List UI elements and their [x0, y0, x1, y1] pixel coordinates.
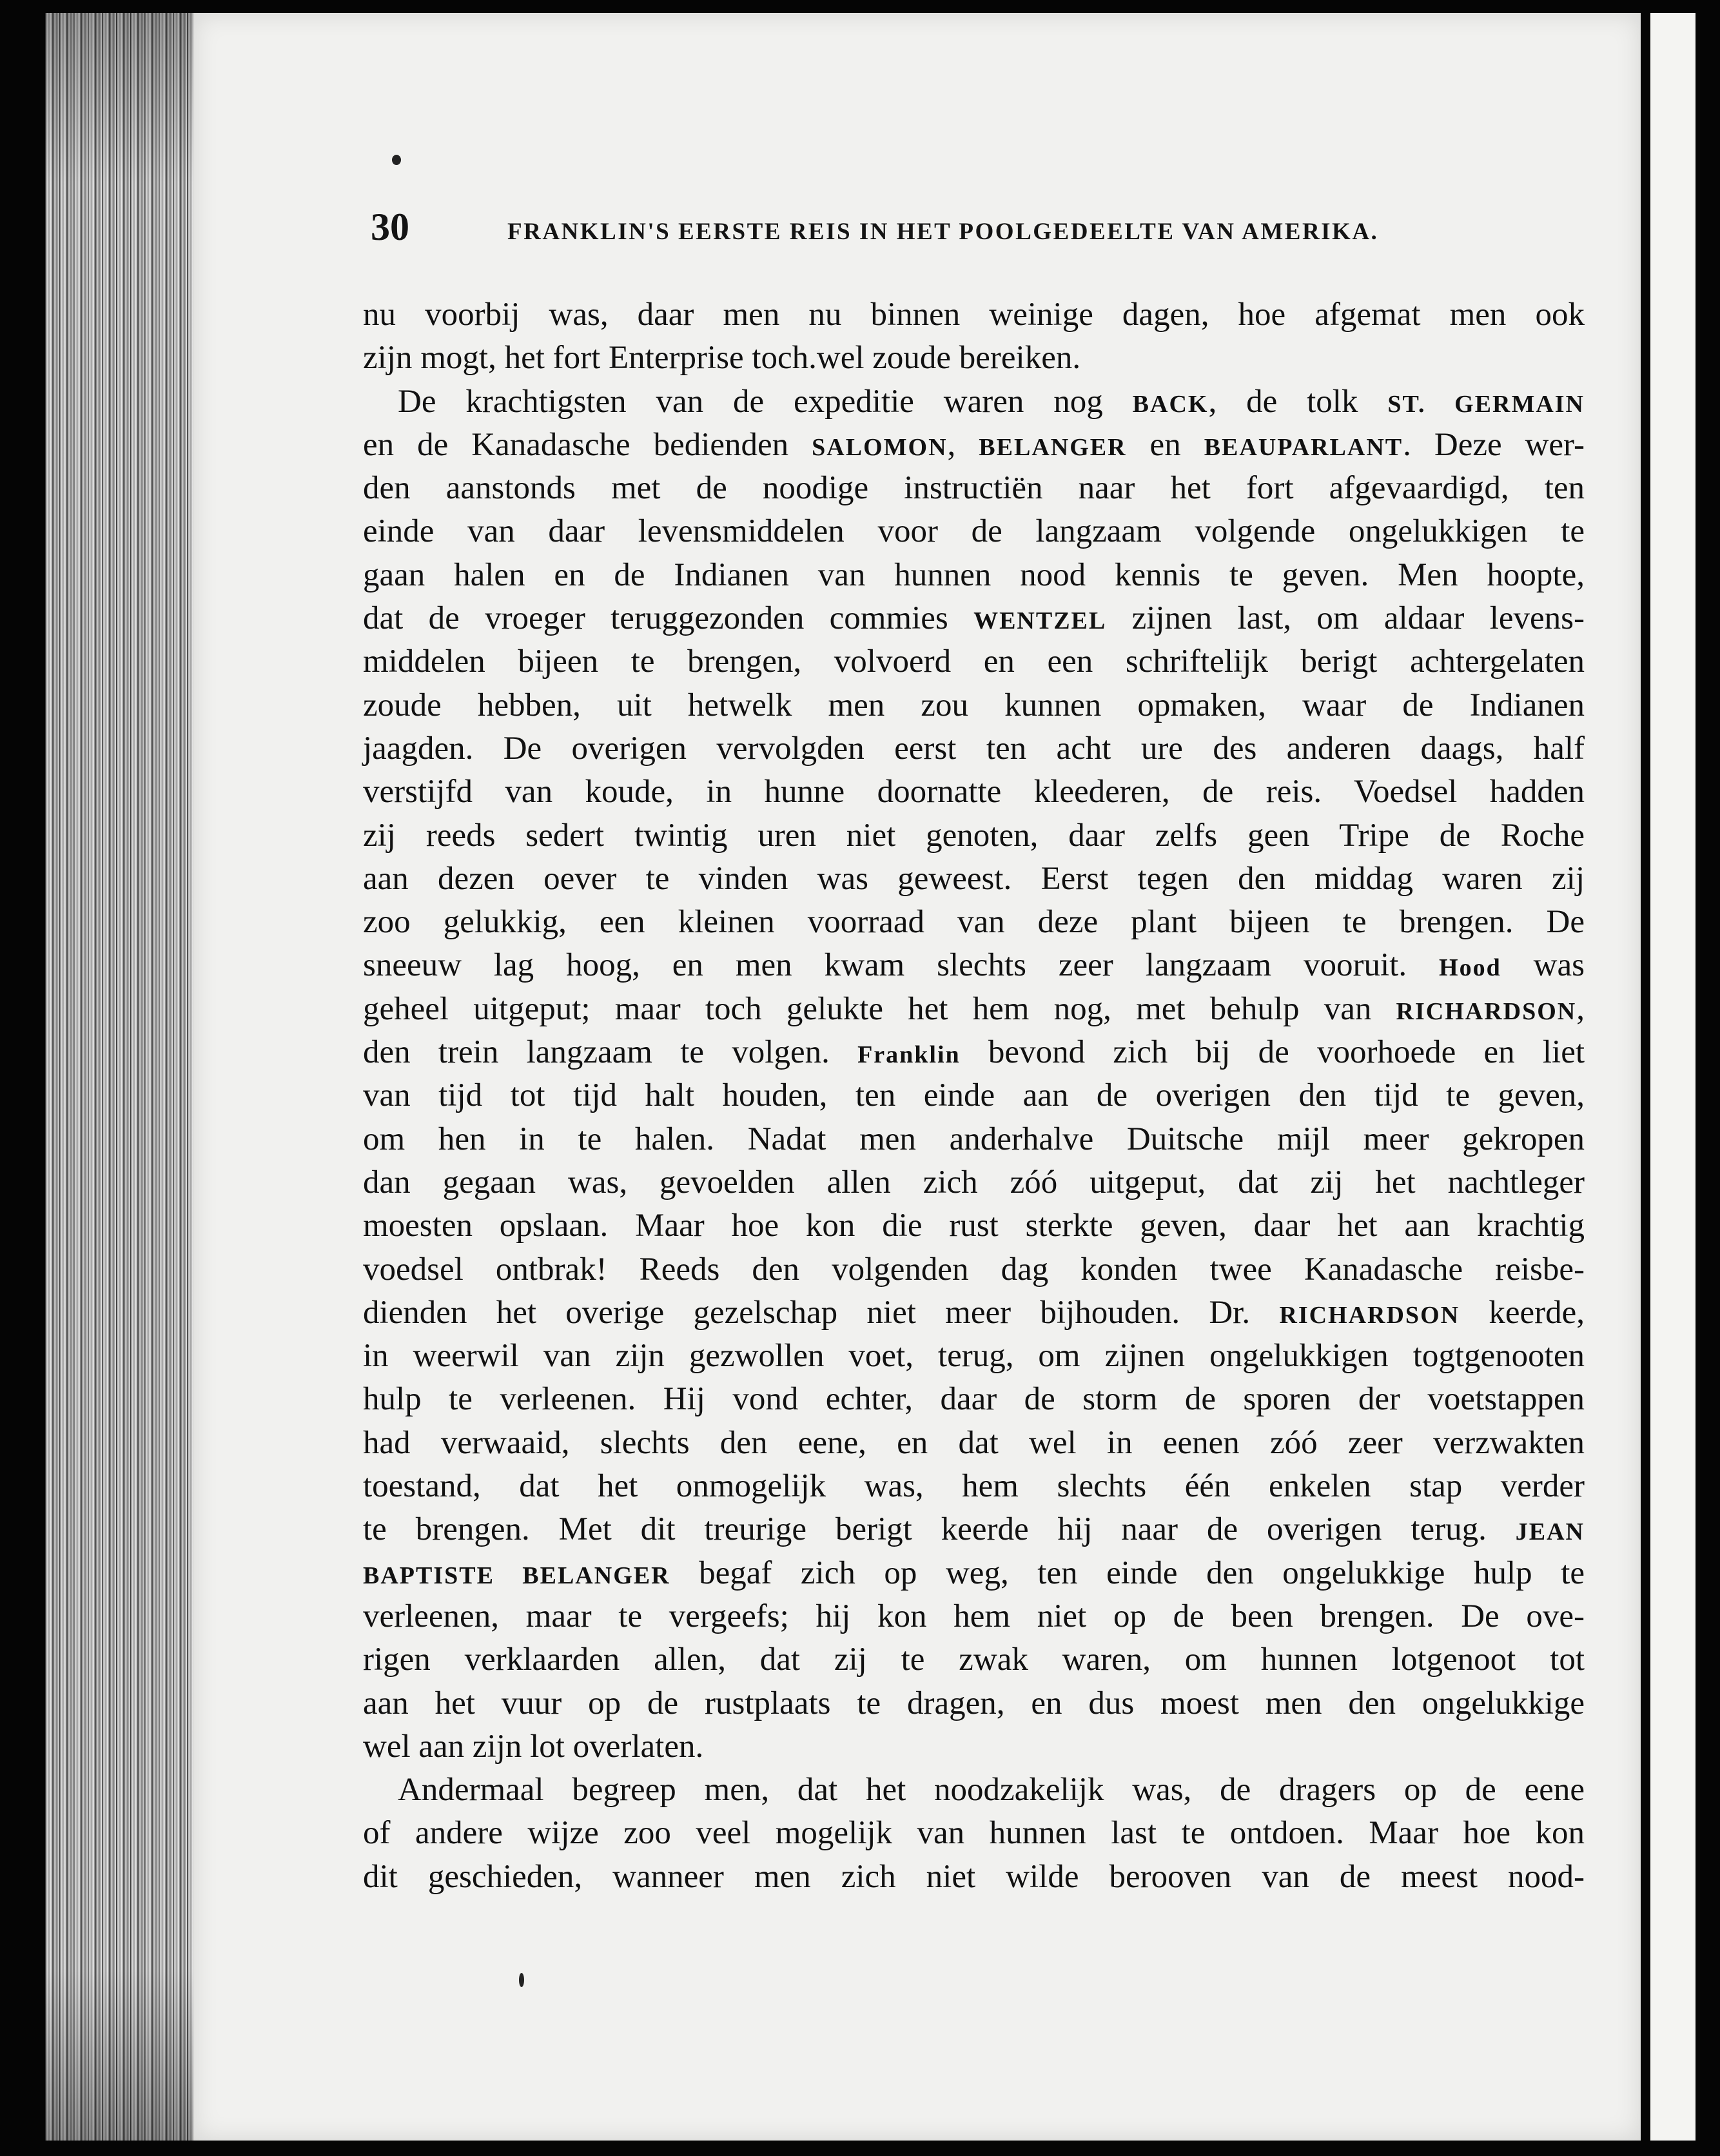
text-line — [363, 337, 1585, 380]
text-run: dan gegaan was, gevoelden allen zich zóó uitgeput, dat zij het nachtleger — [363, 1164, 1585, 1200]
text-run: om hen in te halen. Nadat men anderhalve Duitsche mijl meer gekropen — [363, 1121, 1585, 1157]
text-line — [363, 1161, 1585, 1204]
text-line — [363, 597, 1585, 640]
text-line — [363, 858, 1585, 901]
text-run: zoude hebben, uit hetwelk men zou kunnen opmaken, waar de Indianen — [363, 687, 1585, 723]
text-run: dit geschieden, wanneer men zich niet wilde berooven van de meest nood- — [363, 1858, 1585, 1895]
text-run: den aanstonds met de noodige instructiën naar het fort afgevaardigd, ten — [363, 470, 1585, 507]
text-line — [363, 424, 1585, 467]
small-caps-name: Franklin — [857, 1041, 961, 1069]
text-line — [363, 1248, 1585, 1291]
scan-speck — [392, 155, 401, 165]
text-run: De krachtigsten van de expeditie waren nog — [398, 383, 1133, 420]
text-run: toestand, dat het onmogelijk was, hem slechts één enkelen stap verder — [363, 1468, 1585, 1505]
text-run: zij reeds sedert twintig uren niet genoten, daar zelfs geen Tripe de Roche — [363, 817, 1585, 854]
small-caps-name: Hood — [1439, 954, 1501, 982]
text-run: voedsel ontbrak! Reeds den volgenden dag konden twee Kanadasche reisbe- — [363, 1251, 1585, 1288]
text-run: jaagden. De overigen vervolgden eerst ten acht ure des anderen daags, half — [363, 730, 1585, 767]
body-text — [363, 293, 1585, 1899]
text-line — [363, 1378, 1585, 1421]
text-run: sneeuw lag hoog, en men kwam slechts zeer langzaam vooruit. — [363, 947, 1440, 984]
small-caps-name: RICHARDSON — [1396, 997, 1577, 1025]
text-run: verleenen, maar te vergeefs; hij kon hem niet op de been brengen. De ove- — [363, 1598, 1585, 1634]
text-line — [363, 684, 1585, 727]
text-line — [363, 727, 1585, 770]
small-caps-name: BACK — [1132, 390, 1209, 418]
text-line — [363, 1335, 1585, 1378]
text-run: zijnen last, om aldaar levens- — [1106, 600, 1585, 637]
text-run: . Deze wer- — [1403, 426, 1585, 463]
text-line — [363, 1465, 1585, 1508]
text-run: middelen bijeen te brengen, volvoerd en een schriftelijk berigt achtergelaten — [363, 643, 1585, 680]
text-run: verstijfd van koude, in hunne doornatte kleederen, de reis. Voedsel hadden — [363, 774, 1585, 810]
text-run: keerde, — [1460, 1294, 1585, 1331]
small-caps-name: RICHARDSON — [1279, 1301, 1460, 1329]
text-line — [363, 1682, 1585, 1725]
text-run: bevond zich bij de voorhoede en liet — [960, 1034, 1585, 1071]
text-run: te brengen. Met dit treurige berigt keerde hij naar de overigen terug. — [363, 1511, 1516, 1548]
text-run: den trein langzaam te volgen. — [363, 1034, 858, 1071]
text-line — [363, 1552, 1585, 1595]
text-line — [363, 901, 1585, 944]
text-line — [363, 1118, 1585, 1161]
text-line — [363, 1812, 1585, 1855]
text-line — [363, 380, 1585, 424]
text-line — [363, 467, 1585, 510]
small-caps-name: ST. GERMAIN — [1387, 390, 1585, 418]
text-run: , — [947, 426, 979, 463]
text-run: of andere wijze zoo veel mogelijk van hunnen last te ontdoen. Maar hoe kon — [363, 1815, 1585, 1852]
text-line — [363, 1595, 1585, 1638]
text-run: Andermaal begreep men, dat het noodzakelijk was, de dragers op de eene — [398, 1772, 1585, 1808]
text-line — [363, 1856, 1585, 1899]
small-caps-name: BEAUPARLANT — [1204, 433, 1403, 461]
text-run: was — [1501, 947, 1585, 984]
text-line — [363, 1725, 1585, 1769]
text-run: nu voorbij was, daar men nu binnen weinige dagen, hoe afgemat men ook — [363, 297, 1585, 333]
text-run: geheel uitgeput; maar toch gelukte het hem nog, met behulp van — [363, 990, 1396, 1027]
text-run: einde van daar levensmiddelen voor de langzaam volgende ongelukkigen te — [363, 513, 1585, 550]
text-run: zoo gelukkig, een kleinen voorraad van deze plant bijeen te brengen. De — [363, 904, 1585, 941]
running-head-title: FRANKLIN'S EERSTE REIS IN HET POOLGEDEELTE VAN AMERIKA. — [507, 219, 1379, 245]
text-run: gaan halen en de Indianen van hunnen nood kennis te geven. Men hoopte, — [363, 556, 1585, 593]
text-run: en de Kanadasche bedienden — [363, 426, 812, 463]
page-number: 30 — [371, 206, 409, 248]
text-line — [363, 1204, 1585, 1248]
text-run: dat de vroeger teruggezonden commies — [363, 600, 974, 637]
text-line — [363, 1031, 1585, 1074]
text-line — [363, 554, 1585, 597]
text-run: had verwaaid, slechts den eene, en dat wel in eenen zóó zeer verzwakten — [363, 1424, 1585, 1461]
scan-speck — [519, 1973, 524, 1987]
text-line — [363, 1508, 1585, 1551]
text-run: in weerwil van zijn gezwollen voet, terug, om zijnen ongelukkigen togtgenooten — [363, 1338, 1585, 1375]
text-line — [363, 1769, 1585, 1812]
small-caps-name: BELANGER — [979, 433, 1127, 461]
text-line — [363, 988, 1585, 1031]
text-line — [363, 770, 1585, 814]
text-run: , — [1576, 990, 1585, 1027]
facing-page-edge — [1650, 13, 1696, 2141]
text-line — [363, 1422, 1585, 1465]
small-caps-name: SALOMON — [812, 433, 948, 461]
text-run: , de tolk — [1208, 383, 1388, 420]
text-line — [363, 640, 1585, 683]
small-caps-name: BAPTISTE BELANGER — [363, 1562, 670, 1589]
text-run: moesten opslaan. Maar hoe kon die rust sterkte geven, daar het aan krachtig — [363, 1208, 1585, 1244]
text-run: aan het vuur op de rustplaats te dragen, en dus moest men den ongelukkige — [363, 1685, 1585, 1721]
running-head — [371, 205, 1460, 257]
text-run: dienden het overige gezelschap niet meer bijhouden. Dr. — [363, 1294, 1280, 1331]
text-line — [363, 1074, 1585, 1117]
text-line — [363, 1638, 1585, 1681]
small-caps-name: WENTZEL — [973, 607, 1107, 635]
text-line — [363, 510, 1585, 553]
text-run: aan dezen oever te vinden was geweest. Eerst tegen den middag waren zij — [363, 860, 1585, 897]
text-run: en — [1126, 426, 1204, 463]
text-run: rigen verklaarden allen, dat zij te zwak waren, om hunnen lotgenoot tot — [363, 1642, 1585, 1678]
text-line — [363, 293, 1585, 337]
text-run: hulp te verleenen. Hij vond echter, daar de storm de sporen der voetstappen — [363, 1381, 1585, 1418]
text-line — [363, 1291, 1585, 1335]
text-line — [363, 944, 1585, 987]
text-run: van tijd tot tijd halt houden, ten einde aan de overigen den tijd te geven, — [363, 1077, 1585, 1114]
small-caps-name: JEAN — [1515, 1518, 1585, 1546]
text-run: begaf zich op weg, ten einde den ongelukkige hulp te — [670, 1554, 1585, 1591]
text-line — [363, 814, 1585, 858]
text-run: wel aan zijn lot overlaten. — [363, 1728, 704, 1765]
text-run: zijn mogt, het fort Enterprise toch.wel zoude bereiken. — [363, 340, 1081, 377]
